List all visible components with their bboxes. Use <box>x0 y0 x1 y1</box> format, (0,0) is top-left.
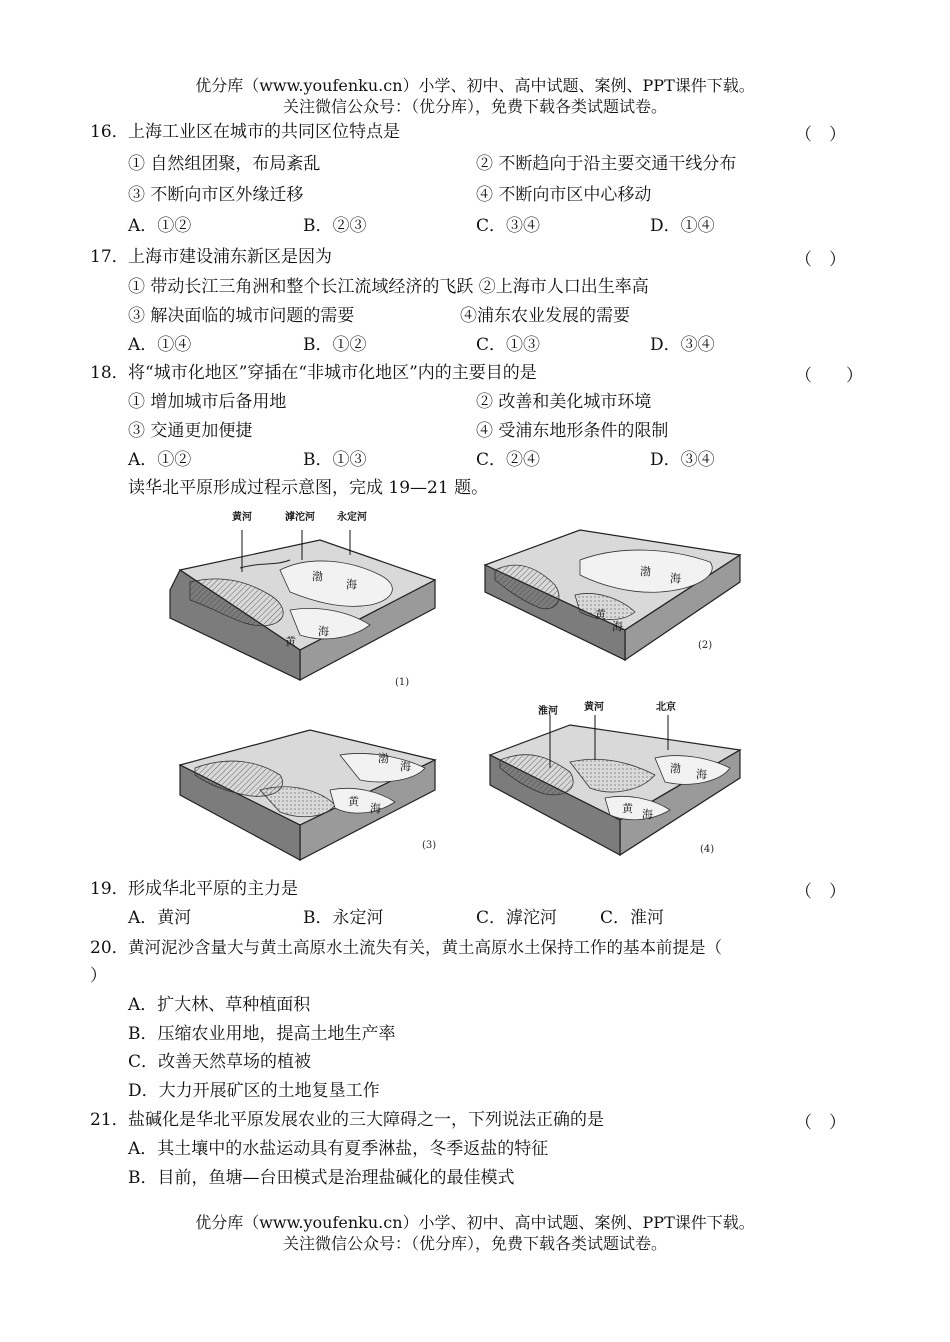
q18-choice-d: D．③④ <box>650 450 715 470</box>
p1-sea-bo-2: 海 <box>346 578 357 591</box>
p3-sea-huang-1: 黄 <box>348 795 359 808</box>
q16-choice-a: A．①② <box>128 216 192 236</box>
p2-sea-huang-1: 黄 <box>595 608 606 621</box>
p3-caption: (3) <box>422 840 437 851</box>
p4-caption: (4) <box>700 844 715 855</box>
q18-item-4: ④ 受浦东地形条件的限制 <box>476 421 669 441</box>
p1-label-yongding-river: 永定河 <box>337 512 367 523</box>
q18-choice-a: A．①② <box>128 450 192 470</box>
q19-stem: 形成华北平原的主力是 <box>128 879 298 899</box>
block-diagram-1 <box>170 510 435 688</box>
q20-choice-a: A．扩大林、草种植面积 <box>128 995 311 1015</box>
q18-choice-c: C．②④ <box>476 450 541 470</box>
q18-item-2: ② 改善和美化城市环境 <box>476 392 652 412</box>
q18-item-1: ① 增加城市后备用地 <box>128 392 287 412</box>
q20-number: 20． <box>90 938 129 958</box>
q21-stem: 盐碱化是华北平原发展农业的三大障碍之一，下列说法正确的是 <box>128 1110 604 1130</box>
q18-number: 18． <box>90 363 129 383</box>
p2-sea-bo-1: 渤 <box>640 565 651 578</box>
p2-caption: (2) <box>698 640 713 651</box>
q20-stem: 黄河泥沙含量大与黄土高原水土流失有关，黄土高原水土保持工作的基本前提是（ <box>128 938 722 957</box>
q16-answer-paren: （ ） <box>795 125 846 145</box>
q16-item-1: ① 自然组团聚，布局紊乱 <box>128 154 321 174</box>
q17-number: 17． <box>90 247 129 267</box>
block-diagram-3 <box>180 730 436 860</box>
header-line-1: 优分库（www.youfenku.cn）小学、初中、高中试题、案例、PPT课件下载。 <box>195 76 755 95</box>
figure-intro: 读华北平原形成过程示意图，完成 19—21 题。 <box>128 478 489 498</box>
q17-choice-a: A．①④ <box>128 335 192 355</box>
north-china-plain-figure <box>150 500 790 870</box>
p3-sea-bo-2: 海 <box>400 760 411 773</box>
q19-number: 19． <box>90 879 129 899</box>
p1-label-yellow-river: 黄河 <box>232 512 252 523</box>
p1-sea-bo-1: 渤 <box>312 570 323 583</box>
q19-choice-c: C．滹沱河 <box>476 908 558 928</box>
p2-sea-bo-2: 海 <box>670 572 681 585</box>
q21-choice-a: A．其土壤中的水盐运动具有夏季淋盐，冬季返盐的特征 <box>128 1139 549 1159</box>
q19-answer-paren: （ ） <box>795 882 846 902</box>
q18-item-3: ③ 交通更加便捷 <box>128 421 253 441</box>
p4-label-huai-river: 淮河 <box>538 706 558 717</box>
q18-choice-b: B．①③ <box>303 450 367 470</box>
p1-sea-huang-2: 海 <box>318 625 329 638</box>
q17-item-4: ④浦东农业发展的需要 <box>460 306 630 326</box>
q17-item-1: ① 带动长江三角洲和整个长江流域经济的飞跃 ②上海市人口出生率高 <box>128 277 649 297</box>
p1-label-hutuo-river: 滹沱河 <box>285 512 315 523</box>
p1-sea-huang-1: 黄 <box>285 635 296 648</box>
q18-answer-paren: （ ） <box>795 366 863 386</box>
p4-label-beijing: 北京 <box>656 702 676 713</box>
footer-line-1: 优分库（www.youfenku.cn）小学、初中、高中试题、案例、PPT课件下载。 <box>195 1213 755 1232</box>
q18-stem: 将“城市化地区”穿插在“非城市化地区”内的主要目的是 <box>128 363 537 383</box>
q17-stem: 上海市建设浦东新区是因为 <box>128 247 332 267</box>
footer-line-2: 关注微信公众号：（优分库），免费下载各类试题试卷。 <box>282 1234 667 1253</box>
q17-choice-d: D．③④ <box>650 335 715 355</box>
p3-sea-bo-1: 渤 <box>378 752 389 765</box>
q21-choice-b: B．目前，鱼塘—台田模式是治理盐碱化的最佳模式 <box>128 1168 515 1188</box>
p3-sea-huang-2: 海 <box>370 802 381 815</box>
q16-stem: 上海工业区在城市的共同区位特点是 <box>128 122 400 142</box>
q19-choice-a: A．黄河 <box>128 908 192 928</box>
q21-answer-paren: （ ） <box>795 1113 846 1133</box>
p1-caption: (1) <box>395 677 410 688</box>
block-diagram-2 <box>485 530 740 660</box>
q16-item-2: ② 不断趋向于沿主要交通干线分布 <box>476 154 737 174</box>
p2-sea-huang-2: 海 <box>612 620 623 633</box>
figure-svg <box>150 500 790 870</box>
p4-sea-huang-2: 海 <box>642 808 653 821</box>
q16-item-4: ④ 不断向市区中心移动 <box>476 185 652 205</box>
p4-sea-bo-2: 海 <box>696 768 707 781</box>
q17-choice-c: C．①③ <box>476 335 541 355</box>
q16-item-3: ③ 不断向市区外缘迁移 <box>128 185 304 205</box>
p4-label-yellow-river: 黄河 <box>584 702 604 713</box>
q16-choice-b: B．②③ <box>303 216 367 236</box>
q17-choice-b: B．①② <box>303 335 367 355</box>
q20-stem-close: ） <box>90 966 107 986</box>
q16-number: 16． <box>90 122 129 142</box>
q17-answer-paren: （ ） <box>795 250 846 270</box>
q21-number: 21． <box>90 1110 129 1130</box>
p4-sea-bo-1: 渤 <box>670 762 681 775</box>
header-line-2: 关注微信公众号：（优分库），免费下载各类试题试卷。 <box>282 97 667 116</box>
q16-choice-d: D．①④ <box>650 216 715 236</box>
block-diagram-4 <box>490 700 740 855</box>
q20-choice-b: B．压缩农业用地，提高土地生产率 <box>128 1024 396 1044</box>
q17-item-3: ③ 解决面临的城市问题的需要 <box>128 306 355 326</box>
q19-choice-b: B．永定河 <box>303 908 384 928</box>
q16-choice-c: C．③④ <box>476 216 541 236</box>
p4-sea-huang-1: 黄 <box>622 802 633 815</box>
q20-choice-c: C．改善天然草场的植被 <box>128 1052 312 1072</box>
q19-choice-d: C．淮河 <box>600 908 665 928</box>
q20-choice-d: D．大力开展矿区的土地复垦工作 <box>128 1081 380 1101</box>
